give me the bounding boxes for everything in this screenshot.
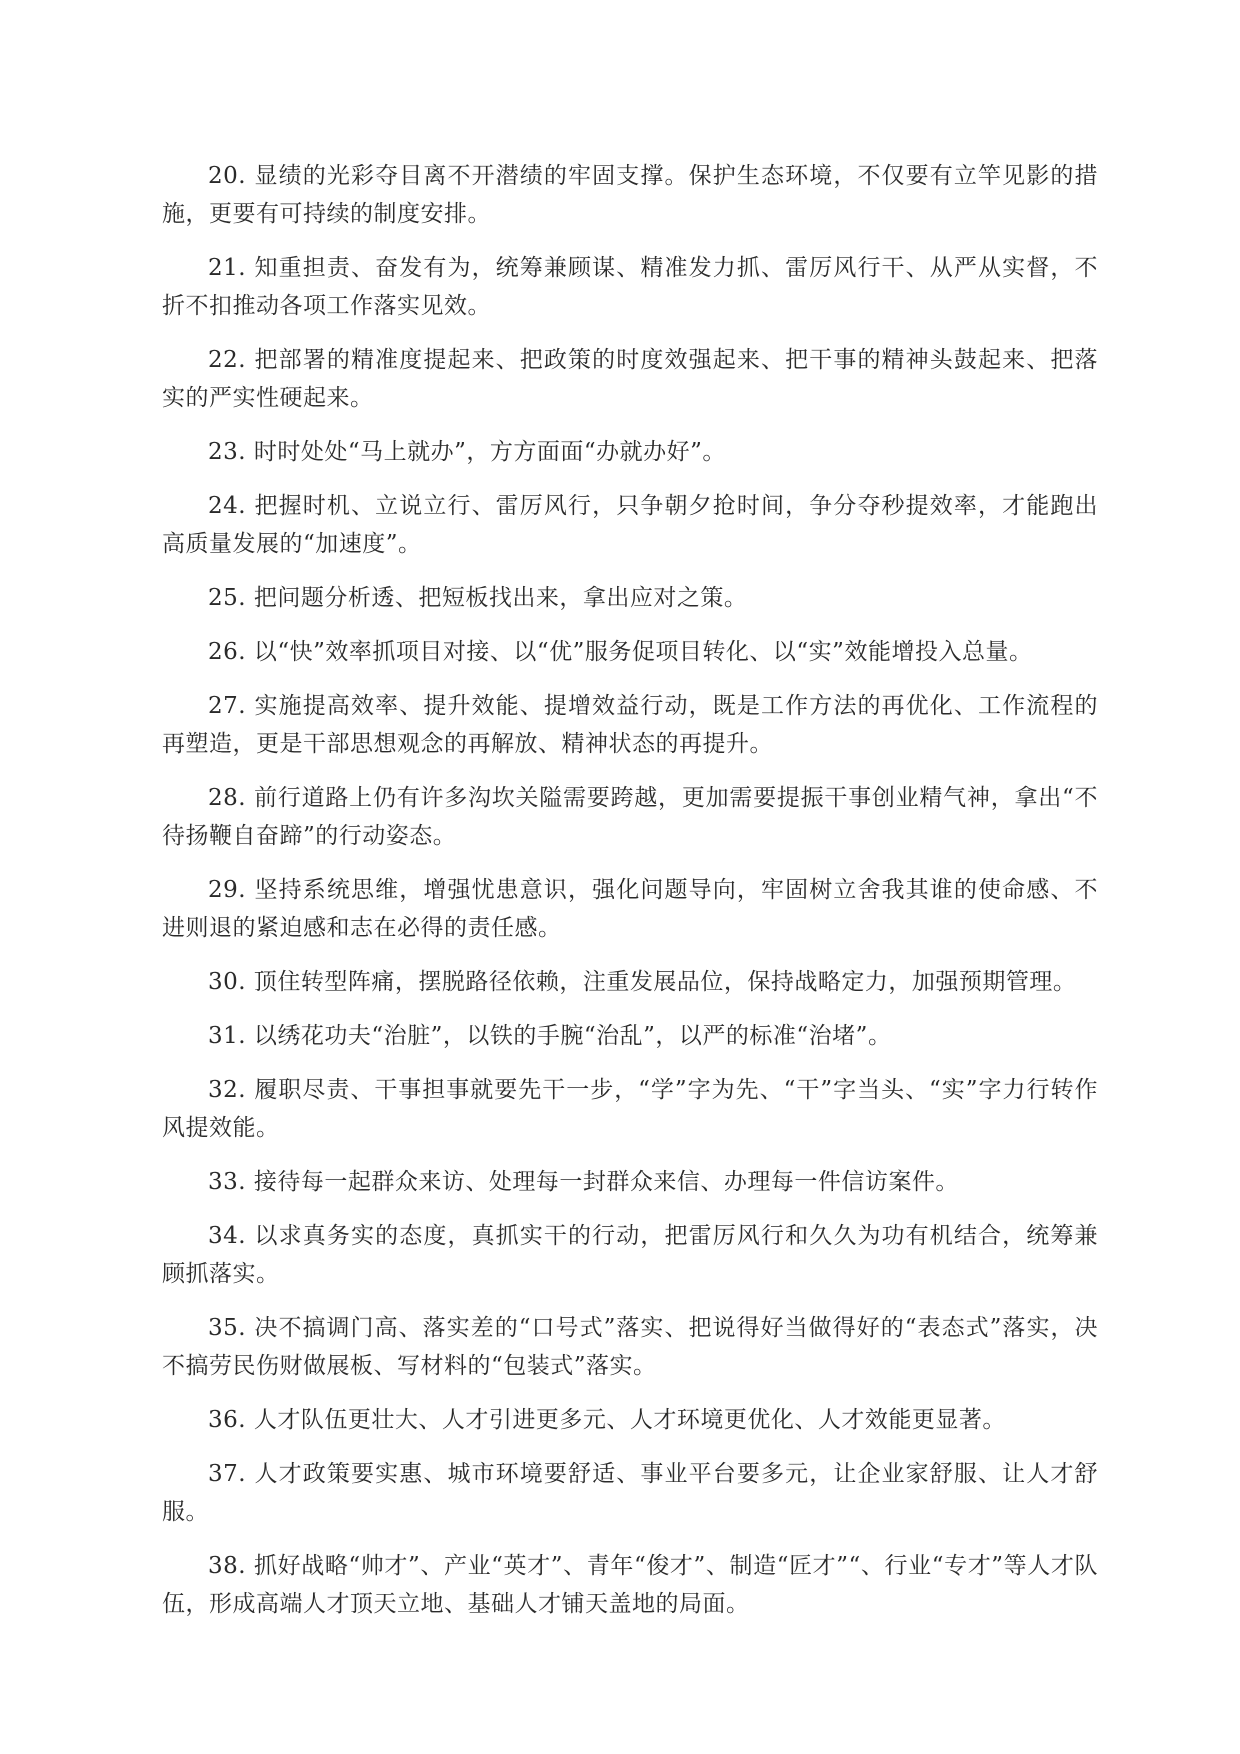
list-item: 30. 顶住转型阵痛，摆脱路径依赖，注重发展品位，保持战略定力，加强预期管理。 (208, 969, 1077, 995)
list-item: 25. 把问题分析透、把短板找出来，拿出应对之策。 (208, 585, 748, 611)
document-body (162, 157, 1098, 1639)
list-item: 24. 把握时机、立说立行、雷厉风行，只争朝夕抢时间，争分夺秒提效率，才能跑出高质量发展的“加速度”。 (162, 493, 1098, 557)
list-item: 31. 以绣花功夫“治脏”，以铁的手腕“治乱”，以严的标准“治堵”。 (208, 1023, 892, 1049)
list-item: 37. 人才政策要实惠、城市环境要舒适、事业平台要多元，让企业家舒服、让人才舒服。 (162, 1461, 1098, 1525)
list-item: 38. 抓好战略“帅才”、产业“英才”、青年“俊才”、制造“匠才”“、行业“专才”等人才队伍，形成高端人才顶天立地、基础人才铺天盖地的局面。 (162, 1553, 1098, 1617)
list-item: 21. 知重担责、奋发有为，统筹兼顾谋、精准发力抓、雷厉风行干、从严从实督，不折不扣推动各项工作落实见效。 (162, 255, 1098, 319)
list-item: 36. 人才队伍更壮大、人才引进更多元、人才环境更优化、人才效能更显著。 (208, 1407, 1006, 1433)
list-item: 27. 实施提高效率、提升效能、提增效益行动，既是工作方法的再优化、工作流程的再塑造，更是干部思想观念的再解放、精神状态的再提升。 (162, 693, 1098, 757)
list-item: 34. 以求真务实的态度，真抓实干的行动，把雷厉风行和久久为功有机结合，统筹兼顾抓落实。 (162, 1223, 1098, 1287)
list-item: 20. 显绩的光彩夺目离不开潜绩的牢固支撑。保护生态环境，不仅要有立竿见影的措施，更要有可持续的制度安排。 (162, 163, 1098, 227)
list-item: 33. 接待每一起群众来访、处理每一封群众来信、办理每一件信访案件。 (208, 1169, 959, 1195)
list-item: 28. 前行道路上仍有许多沟坎关隘需要跨越，更加需要提振干事创业精气神，拿出“不待扬鞭自奋蹄”的行动姿态。 (162, 785, 1098, 849)
list-item: 32. 履职尽责、干事担事就要先干一步，“学”字为先、“干”字当头、“实”字力行转作风提效能。 (162, 1077, 1098, 1141)
list-item: 23. 时时处处“马上就办”，方方面面“办就办好”。 (208, 439, 726, 465)
list-item: 22. 把部署的精准度提起来、把政策的时度效强起来、把干事的精神头鼓起来、把落实的严实性硬起来。 (162, 347, 1098, 411)
list-item: 35. 决不搞调门高、落实差的“口号式”落实、把说得好当做得好的“表态式”落实，决不搞劳民伤财做展板、写材料的“包装式”落实。 (162, 1315, 1098, 1379)
list-item: 26. 以“快”效率抓项目对接、以“优”服务促项目转化、以“实”效能增投入总量。 (208, 639, 1033, 665)
list-item: 29. 坚持系统思维，增强忧患意识，强化问题导向，牢固树立舍我其谁的使命感、不进则退的紧迫感和志在必得的责任感。 (162, 877, 1098, 941)
